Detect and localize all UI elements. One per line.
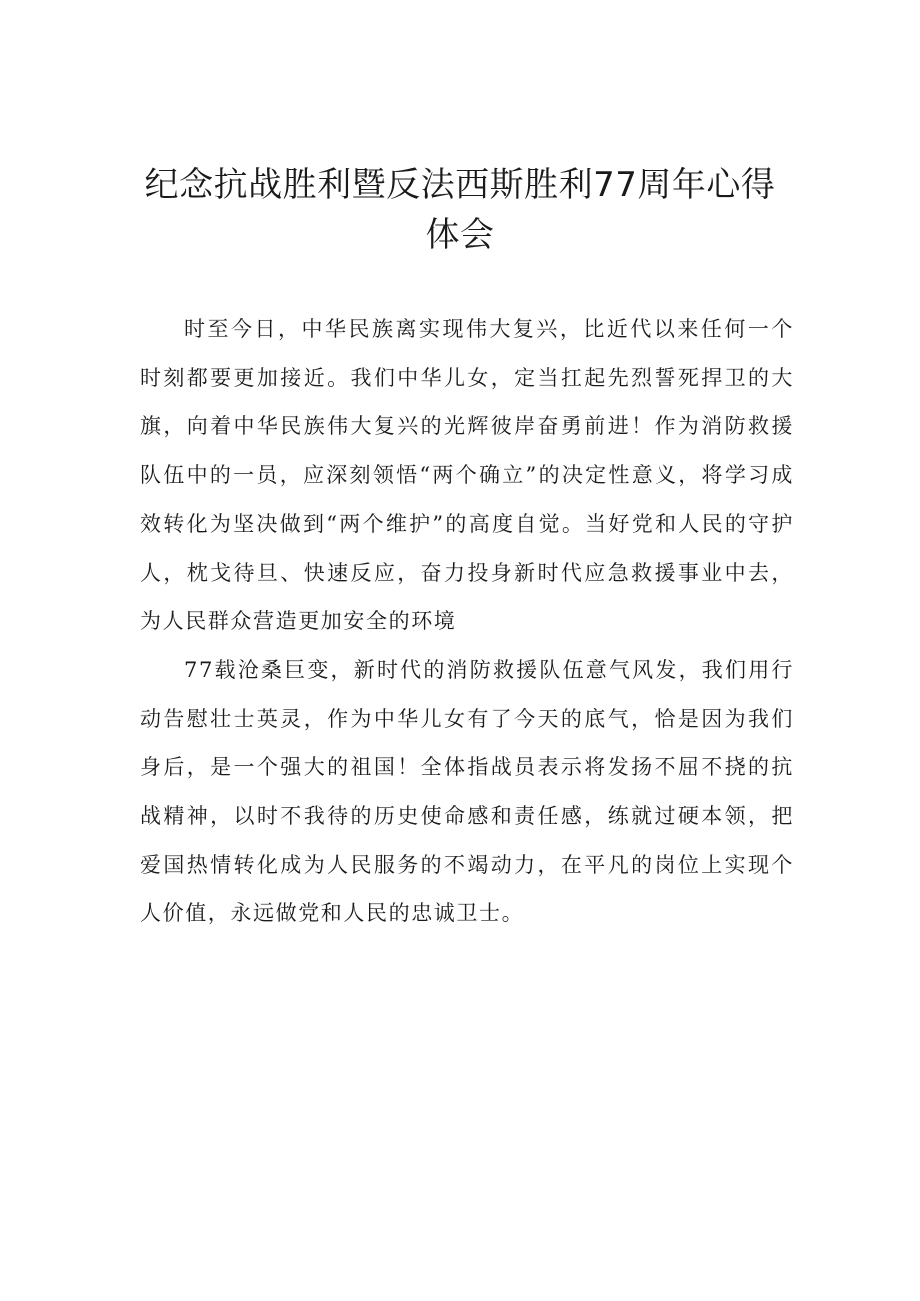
document-title: 纪念抗战胜利暨反法西斯胜利77周年心得体会 (144, 165, 776, 255)
paragraph-1: 时至今日，中华民族离实现伟大复兴，比近代以来任何一个时刻都要更加接近。我们中华儿女，定当扛起先烈誓死捍卫的大旗，向着中华民族伟大复兴的光辉彼岸奋勇前进！作为消防救援队伍中的一员，应深刻领悟“两个确立”的决定性意义，将学习成效转化为坚决做到“两个维护”的高度自觉。当好党和人民的守护人，枕戈待旦、快速反应，奋力投身新时代应急救援事业中去，为人民群众营造更加安全的环境 (140, 317, 794, 634)
document-body (140, 305, 794, 938)
paragraph-2: 77载沧桑巨变，新时代的消防救援队伍意气风发，我们用行动告慰壮士英灵，作为中华儿女有了今天的底气，恰是因为我们身后，是一个强大的祖国！全体指战员表示将发扬不屈不挠的抗战精神，以时不我待的历史使命感和责任感，练就过硬本领，把爱国热情转化成为人民服务的不竭动力，在平凡的岗位上实现个人价值，永远做党和人民的忠诚卫士。 (140, 657, 794, 926)
